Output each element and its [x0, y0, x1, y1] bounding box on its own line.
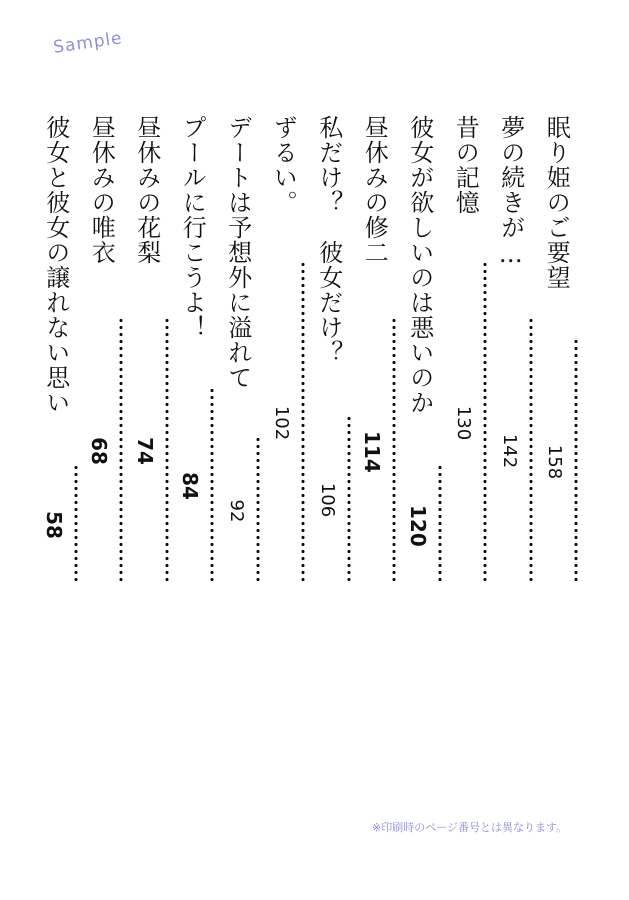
toc-entry-title: 彼女が欲しいのは悪いのか: [405, 115, 434, 415]
toc-entry-page: 92: [225, 499, 247, 522]
toc-entry-title: プールに行こうよ！: [178, 115, 207, 340]
sample-watermark: Sample: [52, 28, 124, 58]
toc-entry-title: デートは予想外に溢れて: [223, 115, 252, 390]
toc-entry[interactable]: [79, 115, 125, 585]
toc-entry-page: 114: [360, 431, 385, 473]
toc-entry-page: 68: [87, 437, 112, 465]
toc-entry[interactable]: [170, 115, 216, 585]
toc-entry-page: 58: [41, 510, 66, 539]
toc-entry[interactable]: [397, 115, 443, 585]
leader-dots: [392, 317, 396, 583]
leader-dots: [74, 464, 78, 583]
toc-entry-title: 私だけ？ 彼女だけ？: [314, 115, 343, 365]
toc-entry-title: ずるい。: [269, 115, 298, 215]
toc-entry[interactable]: [306, 115, 352, 585]
leader-dots: [165, 317, 169, 583]
toc-entry[interactable]: [215, 115, 261, 585]
toc-entry-page: 142: [498, 433, 520, 469]
footnote: ※印刷時のページ番号とは異なります。: [372, 821, 568, 834]
toc-entry-page: 84: [178, 472, 203, 500]
toc-entry[interactable]: [488, 115, 534, 585]
table-of-contents: [33, 115, 579, 585]
toc-entry-page: 74: [132, 437, 157, 465]
leader-dots: [347, 415, 351, 583]
leader-dots: [574, 338, 578, 583]
toc-entry-page: 120: [405, 504, 430, 547]
toc-entry-page: 158: [544, 444, 566, 479]
toc-entry[interactable]: [534, 115, 580, 585]
leader-dots: [529, 317, 533, 583]
toc-entry-page: 130: [453, 405, 475, 441]
toc-entry[interactable]: [352, 115, 398, 585]
toc-entry[interactable]: [124, 115, 170, 585]
toc-entry[interactable]: [443, 115, 489, 585]
toc-entry-title: 眠り姫のご要望: [542, 115, 571, 290]
leader-dots: [438, 464, 442, 583]
toc-entry-title: 夢の続きが…: [496, 115, 525, 269]
toc-entry-title: 昼休みの修二: [360, 115, 389, 265]
toc-entry[interactable]: [261, 115, 307, 585]
toc-entry-page: 106: [316, 482, 338, 518]
leader-dots: [210, 387, 214, 583]
toc-entry-page: 102: [271, 405, 293, 441]
leader-dots: [119, 317, 123, 583]
toc-entry[interactable]: [33, 115, 79, 585]
toc-entry-title: 昼休みの唯衣: [87, 115, 116, 265]
leader-dots: [256, 436, 260, 583]
leader-dots: [483, 261, 487, 583]
toc-entry-title: 昼休みの花梨: [132, 115, 161, 265]
toc-entry-title: 昔の記憶: [451, 115, 480, 215]
leader-dots: [301, 261, 305, 583]
toc-entry-title: 彼女と彼女の譲れない思い: [41, 115, 70, 415]
